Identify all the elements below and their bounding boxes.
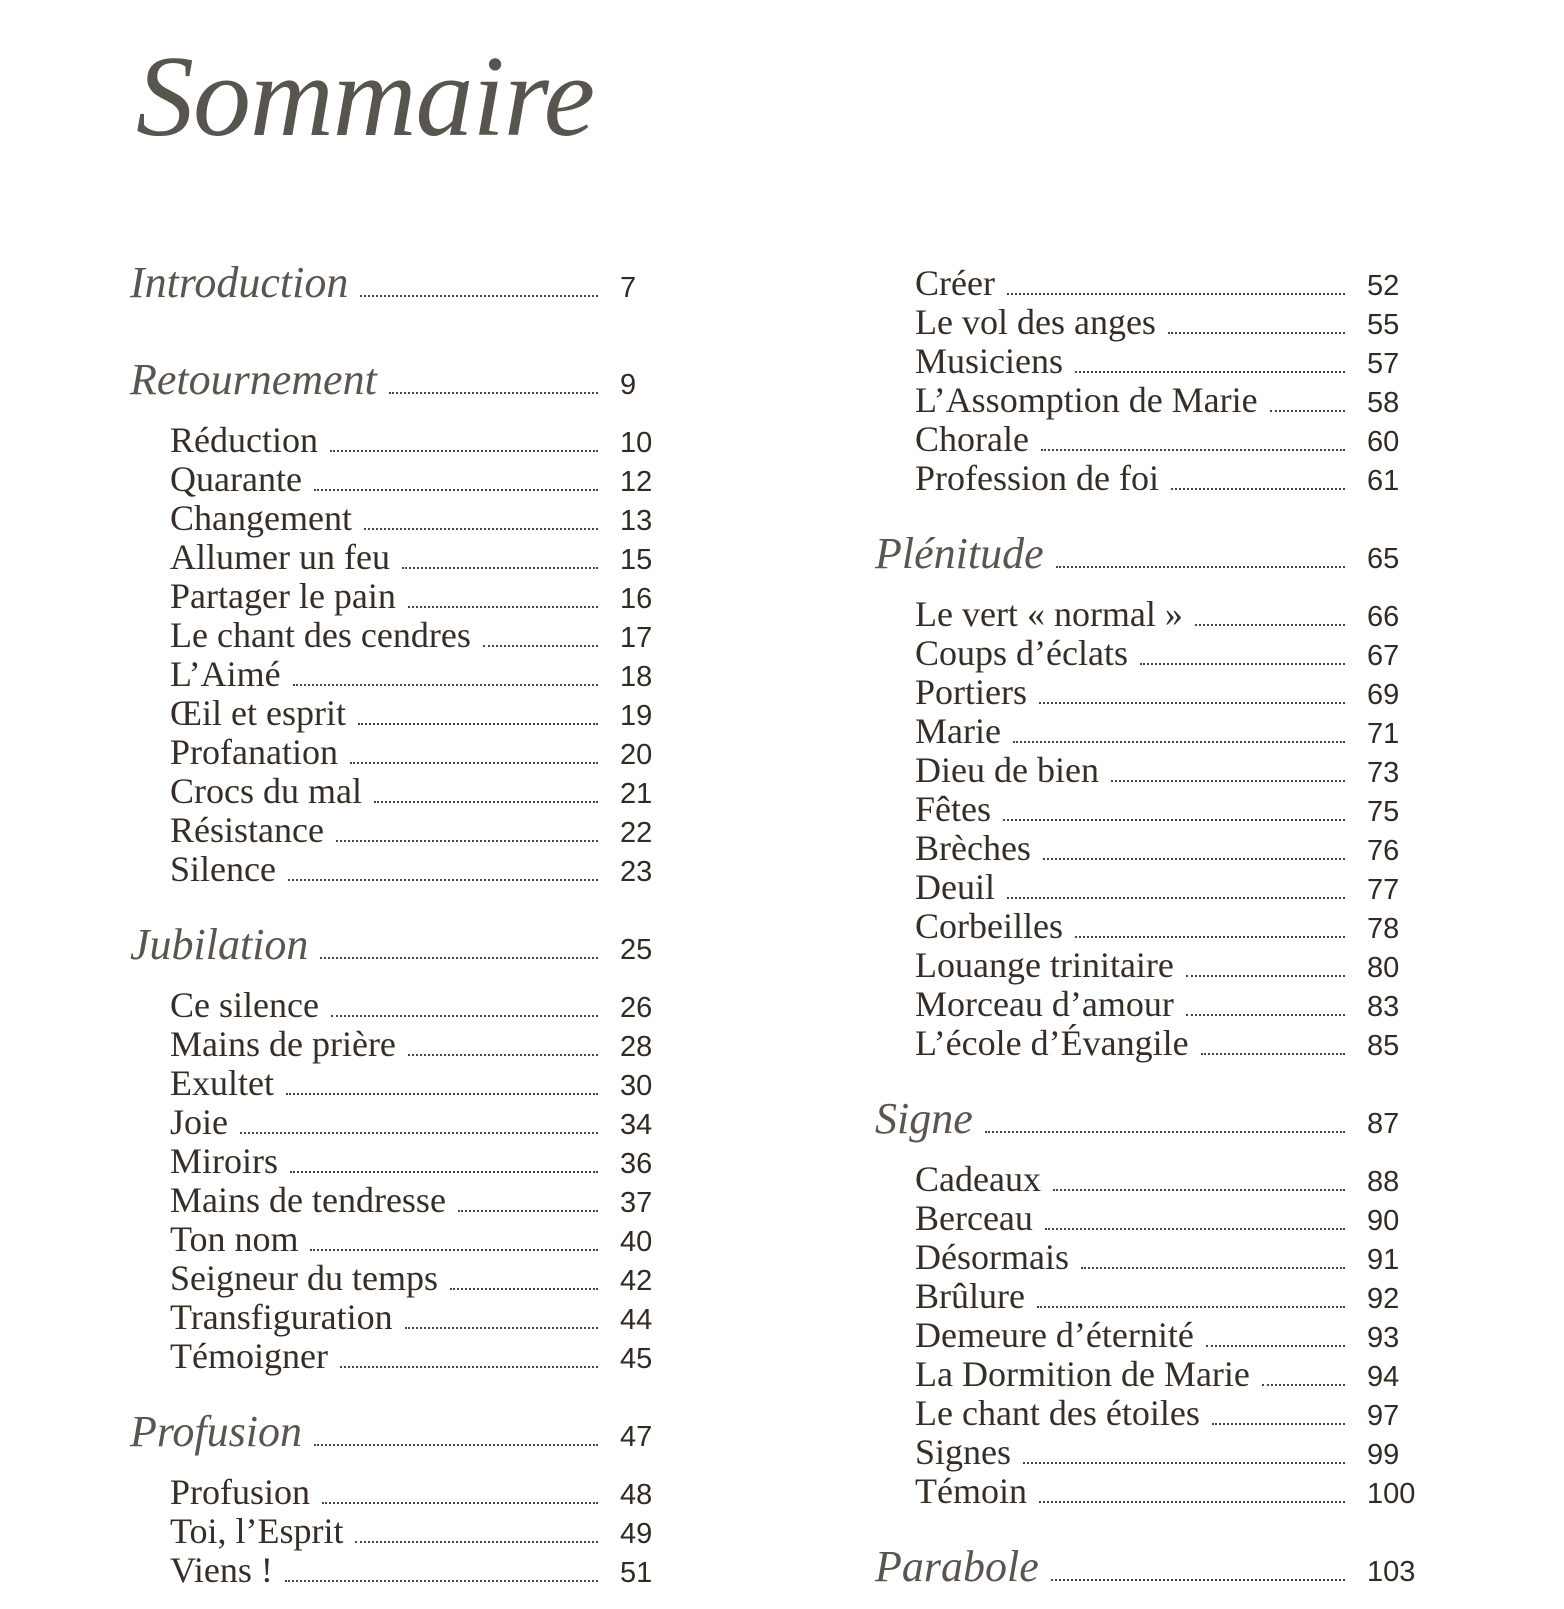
toc-page-number: 75 bbox=[1367, 796, 1400, 828]
toc-entry-row bbox=[130, 1474, 678, 1513]
toc-page-number: 26 bbox=[620, 992, 653, 1024]
toc-item-label: Brûlure bbox=[915, 1276, 1025, 1316]
toc-page-number: 42 bbox=[620, 1265, 653, 1297]
toc-entry-row bbox=[130, 1221, 678, 1260]
dotted-leader bbox=[1140, 663, 1345, 665]
toc-item-label: Le chant des étoiles bbox=[915, 1393, 1200, 1433]
toc-entry-row bbox=[875, 713, 1425, 752]
dotted-leader bbox=[1007, 897, 1345, 899]
toc-item-label: Fêtes bbox=[915, 789, 991, 829]
toc-page-number: 80 bbox=[1367, 952, 1400, 984]
dotted-leader bbox=[483, 645, 598, 647]
toc-section-row bbox=[875, 1542, 1425, 1597]
toc-page-number: 25 bbox=[620, 934, 653, 966]
toc-page-number: 49 bbox=[620, 1518, 653, 1550]
dotted-leader bbox=[288, 879, 598, 881]
dotted-leader bbox=[1171, 488, 1345, 490]
toc-page-number: 23 bbox=[620, 856, 653, 888]
dotted-leader bbox=[1039, 1501, 1345, 1503]
toc-item-label: L’Assomption de Marie bbox=[915, 380, 1258, 420]
toc-page-number: 45 bbox=[620, 1343, 653, 1375]
toc-page-number: 7 bbox=[620, 272, 637, 304]
toc-entry-row bbox=[130, 1513, 678, 1552]
toc-item-label: Toi, l’Esprit bbox=[170, 1511, 344, 1551]
dotted-leader bbox=[1270, 410, 1345, 412]
dotted-leader bbox=[1168, 332, 1345, 334]
toc-section-row bbox=[875, 1094, 1425, 1149]
dotted-leader bbox=[1037, 1306, 1345, 1308]
toc-entry-row bbox=[875, 265, 1425, 304]
toc-item-label: Marie bbox=[915, 711, 1001, 751]
toc-entry-row bbox=[130, 422, 678, 461]
dotted-leader bbox=[1075, 371, 1345, 373]
toc-item-label: Musiciens bbox=[915, 341, 1063, 381]
toc-page-number: 16 bbox=[620, 583, 653, 615]
dotted-leader bbox=[1013, 741, 1345, 743]
toc-page-number: 83 bbox=[1367, 991, 1400, 1023]
toc-entry-row bbox=[875, 674, 1425, 713]
dotted-leader bbox=[389, 392, 598, 394]
toc-section-row bbox=[130, 920, 678, 975]
dotted-leader bbox=[340, 1366, 598, 1368]
toc-item-label: Le vert « normal » bbox=[915, 594, 1183, 634]
toc-column-left bbox=[130, 258, 678, 1609]
dotted-leader bbox=[350, 762, 598, 764]
dotted-leader bbox=[360, 295, 598, 297]
toc-item-label: Coups d’éclats bbox=[915, 633, 1128, 673]
toc-entry-row bbox=[875, 869, 1425, 908]
toc-item-label: Miroirs bbox=[170, 1141, 278, 1181]
toc-page-number: 97 bbox=[1367, 1400, 1400, 1432]
toc-page-number: 28 bbox=[620, 1031, 653, 1063]
toc-entry-row bbox=[875, 908, 1425, 947]
dotted-leader bbox=[322, 1502, 598, 1504]
toc-page-number: 71 bbox=[1367, 718, 1400, 750]
toc-page-number: 44 bbox=[620, 1304, 653, 1336]
toc-entry-row bbox=[875, 460, 1425, 499]
toc-page-number: 15 bbox=[620, 544, 653, 576]
toc-page-number: 91 bbox=[1367, 1244, 1400, 1276]
dotted-leader bbox=[1003, 819, 1345, 821]
toc-entry-row bbox=[875, 421, 1425, 460]
toc-entry-row bbox=[875, 635, 1425, 674]
dotted-leader bbox=[240, 1132, 598, 1134]
dotted-leader bbox=[1186, 1014, 1345, 1016]
toc-entry-row bbox=[130, 539, 678, 578]
toc-page-number: 55 bbox=[1367, 309, 1400, 341]
dotted-leader bbox=[1262, 1384, 1345, 1386]
toc-item-label: Profession de foi bbox=[915, 458, 1159, 498]
toc-item-label: Profusion bbox=[170, 1472, 311, 1512]
toc-item-label: Témoin bbox=[915, 1471, 1027, 1511]
toc-item-label: Signes bbox=[915, 1432, 1012, 1472]
toc-item-label: Transfiguration bbox=[170, 1297, 393, 1337]
toc-item-label: Quarante bbox=[170, 459, 302, 499]
toc-column-right bbox=[875, 258, 1425, 1609]
toc-section-row bbox=[130, 258, 678, 313]
toc-page-number: 76 bbox=[1367, 835, 1400, 867]
toc-item-label: Portiers bbox=[915, 672, 1027, 712]
dotted-leader bbox=[290, 1171, 598, 1173]
toc-item-label: Le vol des anges bbox=[915, 302, 1156, 342]
toc-page-number: 21 bbox=[620, 778, 653, 810]
toc-page-number: 48 bbox=[620, 1479, 653, 1511]
dotted-leader bbox=[408, 606, 598, 608]
toc-item-label: Créer bbox=[915, 263, 995, 303]
toc-item-label: Partager le pain bbox=[170, 576, 396, 616]
toc-entry-row bbox=[875, 1161, 1425, 1200]
dotted-leader bbox=[1045, 1228, 1345, 1230]
toc-page-number: 66 bbox=[1367, 601, 1400, 633]
toc-entry-row bbox=[875, 1239, 1425, 1278]
toc-entry-row bbox=[875, 382, 1425, 421]
dotted-leader bbox=[355, 1541, 598, 1543]
toc-item-label: Chorale bbox=[915, 419, 1029, 459]
toc-entry-row bbox=[875, 1434, 1425, 1473]
toc-section-row bbox=[130, 355, 678, 410]
toc-entry-row bbox=[130, 1299, 678, 1338]
toc-page-number: 37 bbox=[620, 1187, 653, 1219]
toc-item-label: L’Aimé bbox=[170, 654, 281, 694]
dotted-leader bbox=[331, 1015, 598, 1017]
toc-entry-row bbox=[130, 617, 678, 656]
toc-page-number: 47 bbox=[620, 1421, 653, 1453]
toc-page-number: 10 bbox=[620, 427, 653, 459]
toc-page-number: 60 bbox=[1367, 426, 1400, 458]
toc-item-label: Joie bbox=[170, 1102, 228, 1142]
toc-item-label: L’école d’Évangile bbox=[915, 1023, 1189, 1063]
toc-item-label: Réduction bbox=[170, 420, 318, 460]
dotted-leader bbox=[293, 684, 598, 686]
dotted-leader bbox=[1051, 1579, 1345, 1581]
toc-item-label: Profusion bbox=[130, 1407, 302, 1456]
toc-page-number: 90 bbox=[1367, 1205, 1400, 1237]
toc-entry-row bbox=[875, 596, 1425, 635]
toc-columns bbox=[130, 258, 1564, 1609]
toc-item-label: Œil et esprit bbox=[170, 693, 346, 733]
toc-entry-row bbox=[875, 1200, 1425, 1239]
dotted-leader bbox=[1043, 858, 1345, 860]
toc-item-label: Signe bbox=[875, 1094, 973, 1143]
toc-page-number: 34 bbox=[620, 1109, 653, 1141]
toc-page-number: 13 bbox=[620, 505, 653, 537]
toc-page-number: 65 bbox=[1367, 543, 1400, 575]
dotted-leader bbox=[402, 567, 598, 569]
toc-entry-row bbox=[875, 343, 1425, 382]
dotted-leader bbox=[285, 1580, 598, 1582]
toc-entry-row bbox=[130, 500, 678, 539]
toc-entry-row bbox=[875, 1278, 1425, 1317]
toc-item-label: Mains de prière bbox=[170, 1024, 396, 1064]
dotted-leader bbox=[985, 1131, 1345, 1133]
toc-item-label: Ton nom bbox=[170, 1219, 299, 1259]
toc-page-number: 93 bbox=[1367, 1322, 1400, 1354]
dotted-leader bbox=[1023, 1462, 1345, 1464]
dotted-leader bbox=[450, 1288, 598, 1290]
toc-entry-row bbox=[130, 734, 678, 773]
toc-page-number: 58 bbox=[1367, 387, 1400, 419]
toc-entry-row bbox=[875, 752, 1425, 791]
toc-page-number: 87 bbox=[1367, 1108, 1400, 1140]
dotted-leader bbox=[286, 1093, 598, 1095]
toc-section-row bbox=[875, 529, 1425, 584]
toc-item-label: Allumer un feu bbox=[170, 537, 390, 577]
toc-item-label: Désormais bbox=[915, 1237, 1069, 1277]
toc-entry-row bbox=[875, 1317, 1425, 1356]
toc-item-label: Mains de tendresse bbox=[170, 1180, 446, 1220]
toc-item-label: Retournement bbox=[130, 355, 377, 404]
toc-item-label: Berceau bbox=[915, 1198, 1033, 1238]
dotted-leader bbox=[1041, 449, 1345, 451]
dotted-leader bbox=[1186, 975, 1345, 977]
toc-page-number: 103 bbox=[1367, 1556, 1416, 1588]
toc-page-number: 52 bbox=[1367, 270, 1400, 302]
toc-page-number: 77 bbox=[1367, 874, 1400, 906]
toc-entry-row bbox=[130, 1143, 678, 1182]
toc-item-label: Seigneur du temps bbox=[170, 1258, 438, 1298]
dotted-leader bbox=[330, 450, 598, 452]
toc-page-number: 19 bbox=[620, 700, 653, 732]
toc-item-label: Demeure d’éternité bbox=[915, 1315, 1194, 1355]
toc-page-number: 85 bbox=[1367, 1030, 1400, 1062]
toc-entry-row bbox=[130, 1182, 678, 1221]
dotted-leader bbox=[336, 840, 598, 842]
toc-page-number: 67 bbox=[1367, 640, 1400, 672]
toc-item-label: Ce silence bbox=[170, 985, 319, 1025]
toc-entry-row bbox=[130, 695, 678, 734]
dotted-leader bbox=[1111, 780, 1345, 782]
toc-item-label: Crocs du mal bbox=[170, 771, 362, 811]
toc-page-number: 9 bbox=[620, 369, 637, 401]
toc-entry-row bbox=[130, 1065, 678, 1104]
toc-item-label: Louange trinitaire bbox=[915, 945, 1174, 985]
dotted-leader bbox=[1081, 1267, 1345, 1269]
toc-entry-row bbox=[130, 773, 678, 812]
toc-page-number: 20 bbox=[620, 739, 653, 771]
toc-page-number: 36 bbox=[620, 1148, 653, 1180]
dotted-leader bbox=[314, 489, 598, 491]
toc-page-number: 99 bbox=[1367, 1439, 1400, 1471]
dotted-leader bbox=[358, 723, 598, 725]
toc-entry-row bbox=[875, 1356, 1425, 1395]
toc-item-label: Introduction bbox=[130, 258, 349, 307]
toc-item-label: Dieu de bien bbox=[915, 750, 1099, 790]
toc-item-label: Cadeaux bbox=[915, 1159, 1041, 1199]
dotted-leader bbox=[408, 1054, 598, 1056]
toc-page-number: 73 bbox=[1367, 757, 1400, 789]
toc-page-number: 30 bbox=[620, 1070, 653, 1102]
toc-entry-row bbox=[875, 830, 1425, 869]
toc-page-number: 69 bbox=[1367, 679, 1400, 711]
dotted-leader bbox=[1056, 566, 1345, 568]
toc-item-label: Deuil bbox=[915, 867, 995, 907]
toc-entry-row bbox=[130, 578, 678, 617]
toc-entry-row bbox=[130, 987, 678, 1026]
toc-entry-row bbox=[130, 812, 678, 851]
toc-page-number: 40 bbox=[620, 1226, 653, 1258]
toc-page-number: 100 bbox=[1367, 1478, 1416, 1510]
dotted-leader bbox=[310, 1249, 598, 1251]
dotted-leader bbox=[314, 1444, 598, 1446]
toc-item-label: Changement bbox=[170, 498, 352, 538]
toc-page-number: 92 bbox=[1367, 1283, 1400, 1315]
toc-entry-row bbox=[130, 1338, 678, 1377]
toc-item-label: Morceau d’amour bbox=[915, 984, 1174, 1024]
dotted-leader bbox=[1007, 293, 1345, 295]
toc-page-number: 18 bbox=[620, 661, 653, 693]
dotted-leader bbox=[364, 528, 598, 530]
toc-item-label: Le chant des cendres bbox=[170, 615, 471, 655]
toc-item-label: Résistance bbox=[170, 810, 324, 850]
toc-item-label: Parabole bbox=[875, 1542, 1039, 1591]
dotted-leader bbox=[1201, 1053, 1345, 1055]
toc-entry-row bbox=[875, 1025, 1425, 1064]
toc-page-number: 12 bbox=[620, 466, 653, 498]
toc-entry-row bbox=[875, 304, 1425, 343]
toc-entry-row bbox=[130, 1104, 678, 1143]
dotted-leader bbox=[1039, 702, 1345, 704]
toc-page-number: 22 bbox=[620, 817, 653, 849]
toc-item-label: Plénitude bbox=[875, 529, 1044, 578]
toc-entry-row bbox=[130, 1552, 678, 1591]
toc-page-number: 94 bbox=[1367, 1361, 1400, 1393]
toc-entry-row bbox=[130, 851, 678, 890]
toc-entry-row bbox=[875, 947, 1425, 986]
toc-page-number: 51 bbox=[620, 1557, 653, 1589]
dotted-leader bbox=[458, 1210, 598, 1212]
dotted-leader bbox=[1195, 624, 1345, 626]
dotted-leader bbox=[1212, 1423, 1345, 1425]
toc-entry-row bbox=[875, 1473, 1425, 1512]
toc-entry-row bbox=[130, 656, 678, 695]
toc-item-label: Corbeilles bbox=[915, 906, 1063, 946]
toc-item-label: Exultet bbox=[170, 1063, 274, 1103]
toc-page-number: 17 bbox=[620, 622, 653, 654]
toc-item-label: Profanation bbox=[170, 732, 338, 772]
dotted-leader bbox=[1053, 1189, 1345, 1191]
toc-entry-row bbox=[130, 461, 678, 500]
toc-item-label: Jubilation bbox=[130, 920, 309, 969]
page-title: Sommaire bbox=[136, 33, 595, 161]
toc-item-label: Silence bbox=[170, 849, 276, 889]
toc-entry-row bbox=[875, 1395, 1425, 1434]
toc-item-label: La Dormition de Marie bbox=[915, 1354, 1250, 1394]
toc-section-row bbox=[130, 1407, 678, 1462]
dotted-leader bbox=[374, 801, 598, 803]
toc-item-label: Témoigner bbox=[170, 1336, 328, 1376]
toc-item-label: Viens ! bbox=[170, 1550, 273, 1590]
toc-entry-row bbox=[130, 1260, 678, 1299]
toc-page-number: 88 bbox=[1367, 1166, 1400, 1198]
toc-entry-row bbox=[875, 791, 1425, 830]
dotted-leader bbox=[405, 1327, 598, 1329]
toc-page-number: 57 bbox=[1367, 348, 1400, 380]
dotted-leader bbox=[1075, 936, 1345, 938]
dotted-leader bbox=[320, 957, 598, 959]
toc-entry-row bbox=[130, 1026, 678, 1065]
toc-page-number: 61 bbox=[1367, 465, 1400, 497]
toc-entry-row bbox=[875, 986, 1425, 1025]
toc-page-number: 78 bbox=[1367, 913, 1400, 945]
dotted-leader bbox=[1206, 1345, 1345, 1347]
toc-item-label: Brèches bbox=[915, 828, 1031, 868]
